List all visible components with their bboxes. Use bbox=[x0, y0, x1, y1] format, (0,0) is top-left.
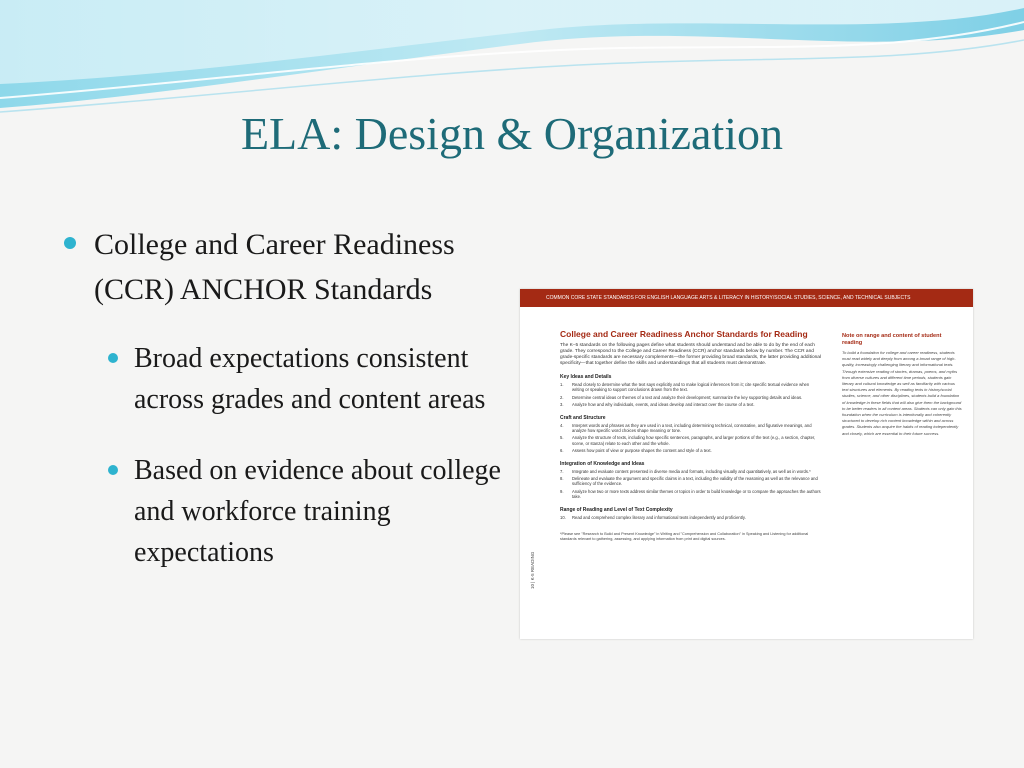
document-header: COMMON CORE STATE STANDARDS FOR ENGLISH LANGUAGE ARTS & LITERACY IN HISTORY/SOCIAL STUDIES, SCIENCE, AND TECHNICAL SUBJECTS bbox=[520, 289, 973, 307]
document-footnote: *Please see "Research to Build and Present Knowledge" in Writing and "Comprehension and Collaboration" in Speaking and Listening for additional standards relevant to gathering, assessing, and applying information from print and digital sources. bbox=[560, 532, 809, 542]
document-side-note bbox=[842, 333, 962, 437]
document-item: 10. Read and comprehend complex literary and informational texts independently and proficiently. bbox=[560, 514, 746, 520]
document-section-title: Integration of Knowledge and Ideas bbox=[560, 460, 645, 467]
document-item: 8. Delineate and evaluate the argument and specific claims in a text, including the validity of the reasoning as well as the relevance and sufficiency of the evidence. bbox=[560, 476, 818, 487]
bullet-dot-icon bbox=[108, 353, 118, 363]
document-heading: College and Career Readiness Anchor Standards for Reading bbox=[560, 329, 808, 339]
document-item: 2. Determine central ideas or themes of a text and analyze their development; summarize the key supporting details and ideas. bbox=[560, 394, 803, 400]
slide-title: ELA: Design & Organization bbox=[240, 108, 784, 159]
document-item: 5. Analyze the structure of texts, including how specific sentences, paragraphs, and larger portions of the text (e.g., a section, chapter, scene, or stanza) relate to each other and the whole. bbox=[560, 435, 816, 446]
document-item: 1. Read closely to determine what the text says explicitly and to make logical inferences from it; cite specific textual evidence when writing or speaking to support conclusions drawn from the text. bbox=[560, 382, 810, 393]
document-item: 6. Assess how point of view or purpose shapes the content and style of a text. bbox=[560, 448, 712, 454]
side-note-body: To build a foundation for college and career readiness, students must read widely and deeply from among a broad range of high-quality, increasingly challenging literary and informational texts. Through extensive reading of stories, dramas, poems, and myths from diverse cultures and different time periods, students gain literary and cultural knowledge as well as familiarity with various text structures and elements. By reading texts in history/social studies, science, and other disciplines, students build a foundation of knowledge in these fields that will also give them the background to be better readers in all content areas. Students can only gain this foundation when the curriculum is intentionally and coherently structured to develop rich content knowledge within and across grades. Students also acquire the habits of reading independently and closely, which are essential to their future success. bbox=[842, 350, 962, 436]
sub-bullet bbox=[62, 338, 502, 420]
document-section-title: Key Ideas and Details bbox=[560, 374, 612, 380]
document-item: 7. Integrate and evaluate content presented in diverse media and formats, including visually and quantitatively, as well as in words.* bbox=[560, 468, 811, 474]
document-item: 3. Analyze how and why individuals, events, and ideas develop and interact over the course of a text. bbox=[560, 402, 755, 408]
main-bullet-text: College and Career Readiness (CCR) ANCHOR Standards bbox=[94, 228, 455, 306]
document-section-title: Range of Reading and Level of Text Complexity bbox=[560, 506, 673, 513]
side-note-heading: Note on range and content of student reading bbox=[842, 333, 942, 346]
document-intro: The K–5 standards on the following pages define what students should understand and be able to do by the end of each grade. They correspond to the College and Career Readiness (CCR) anchor standards below by number. The CCR and grade-specific standards are necessary complements—the former providing broad standards, the latter providing additional specificity—that together define the skills and understandings that all students must demonstrate. bbox=[560, 343, 822, 366]
bullet-dot-icon bbox=[64, 237, 76, 249]
sub-bullet-text: Broad expectations consistent across grades and content areas bbox=[134, 343, 486, 415]
document-item: 9. Analyze how two or more texts address similar themes or topics in order to build knowledge or to compare the approaches the authors take. bbox=[560, 488, 821, 500]
bullet-list bbox=[62, 222, 502, 573]
bullet-dot-icon bbox=[108, 465, 118, 475]
wave-decoration bbox=[0, 0, 1024, 120]
standards-document-image bbox=[520, 289, 973, 639]
document-item: 4. Interpret words and phrases as they are used in a text, including determining technical, connotative, and figurative meanings, and analyze how specific word choices shape meaning or tone. bbox=[560, 422, 812, 434]
document-main-column bbox=[560, 329, 822, 542]
document-section-title: Craft and Structure bbox=[560, 414, 606, 421]
sub-bullet-text: Based on evidence about college and workforce training expectations bbox=[134, 455, 501, 568]
main-bullet bbox=[62, 222, 502, 312]
sub-bullet bbox=[62, 450, 502, 573]
document-page-number: 10 | K-5 READING bbox=[530, 551, 535, 589]
